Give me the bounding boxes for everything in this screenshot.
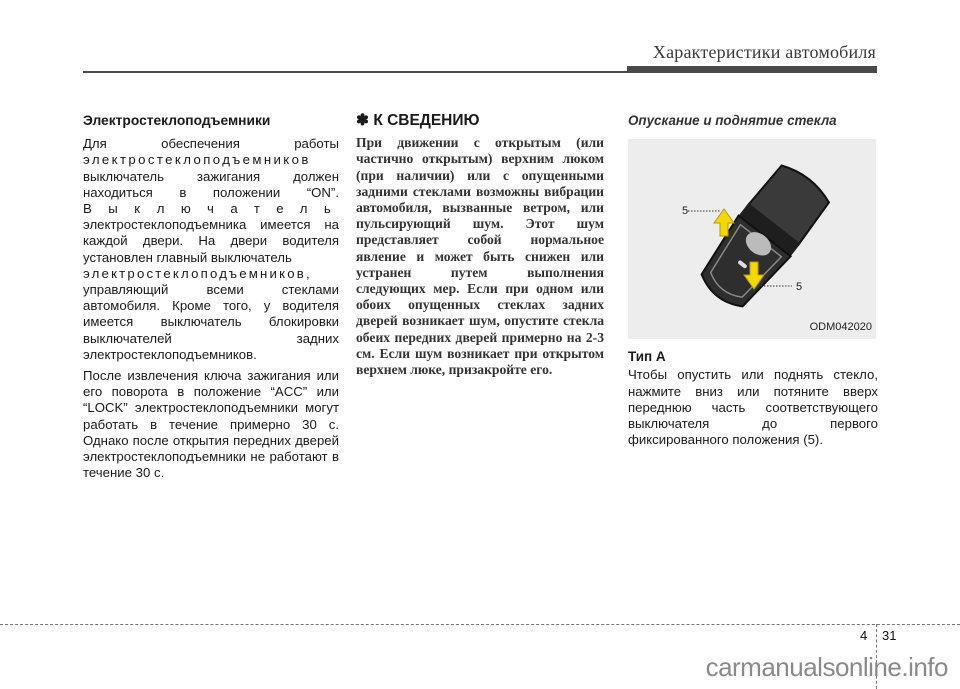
note-title-text: К СВЕДЕНИЮ <box>373 112 480 129</box>
line-6: электростеклоподъемника имеется на каждой двери. На двери водителя установлен главный выключатель <box>83 217 339 265</box>
section-heading: Электростеклоподъемники <box>83 113 271 128</box>
figure-code: ODM042020 <box>809 321 872 333</box>
footer-dashed-line <box>0 624 960 625</box>
header-title: Характеристики автомобиля <box>652 42 876 62</box>
type-body: Чтобы опустить или поднять стекло, нажмите вниз или потяните вверх переднюю часть соответствующего выключателя до первого фиксированного положения (5). <box>628 367 878 448</box>
paragraph-1 <box>83 136 348 363</box>
paragraph-2: После извлечения ключа зажигания или его поворота в положение “ACC” или “LOCK” электростеклоподъемники могут работать в течение примерно 30 с. Однако после открытия передних дверей электростеклоподъемники не работают в течение 30 с. <box>83 368 339 481</box>
subsection-title: Опускание и поднятие стекла <box>628 113 837 128</box>
line-7: электростеклоподъемников, <box>83 265 312 281</box>
column-power-windows <box>83 113 348 486</box>
line-8: управляющий всеми стеклами автомобиля. Кроме того, у водителя имеется выключатель блокировки выключателей задних электростеклоподъемников. <box>83 282 339 362</box>
switch-figure <box>628 139 876 339</box>
header-rule-thick <box>627 66 877 73</box>
window-switch-illustration <box>628 139 876 339</box>
column-note <box>356 113 604 378</box>
note-body: При движении с открытым (или частично открытым) верхним люком (при наличии) или с опущенными задними стеклами возможны вибрации автомобиля, вызванные ветром, или пульсирующий шум. Этот шум представляет собой нормальное явление и может быть снижен или устранен путем выполнения следующих мер. Если при одном или обоих опущенных стеклах задних дверей возникает шум, опустите стекла обеих передних дверей примерно на 2-3 см. Если шум возникает при открытом верхнем люке, призакройте его. <box>356 135 604 378</box>
line-5: Выключатель <box>83 201 348 217</box>
figure-label-bottom: 5 <box>796 281 803 294</box>
line-3: выключатель зажигания должен <box>83 168 339 184</box>
type-title: Тип A <box>628 349 666 365</box>
chapter-number: 4 <box>860 628 868 643</box>
line-2: электростеклоподъемников <box>83 152 311 168</box>
line-4: находиться в положении “ON”. <box>83 184 339 200</box>
line-1: Для обеспечения работы <box>83 136 339 152</box>
figure-label-top: 5 <box>682 205 689 218</box>
page-number: 31 <box>882 628 897 643</box>
column-window-operation <box>628 113 878 453</box>
header-rule-thin <box>83 71 628 73</box>
note-title <box>356 113 604 129</box>
watermark: carmanualsonline.info <box>705 652 948 682</box>
asterisk-icon: ✽ <box>356 112 369 129</box>
